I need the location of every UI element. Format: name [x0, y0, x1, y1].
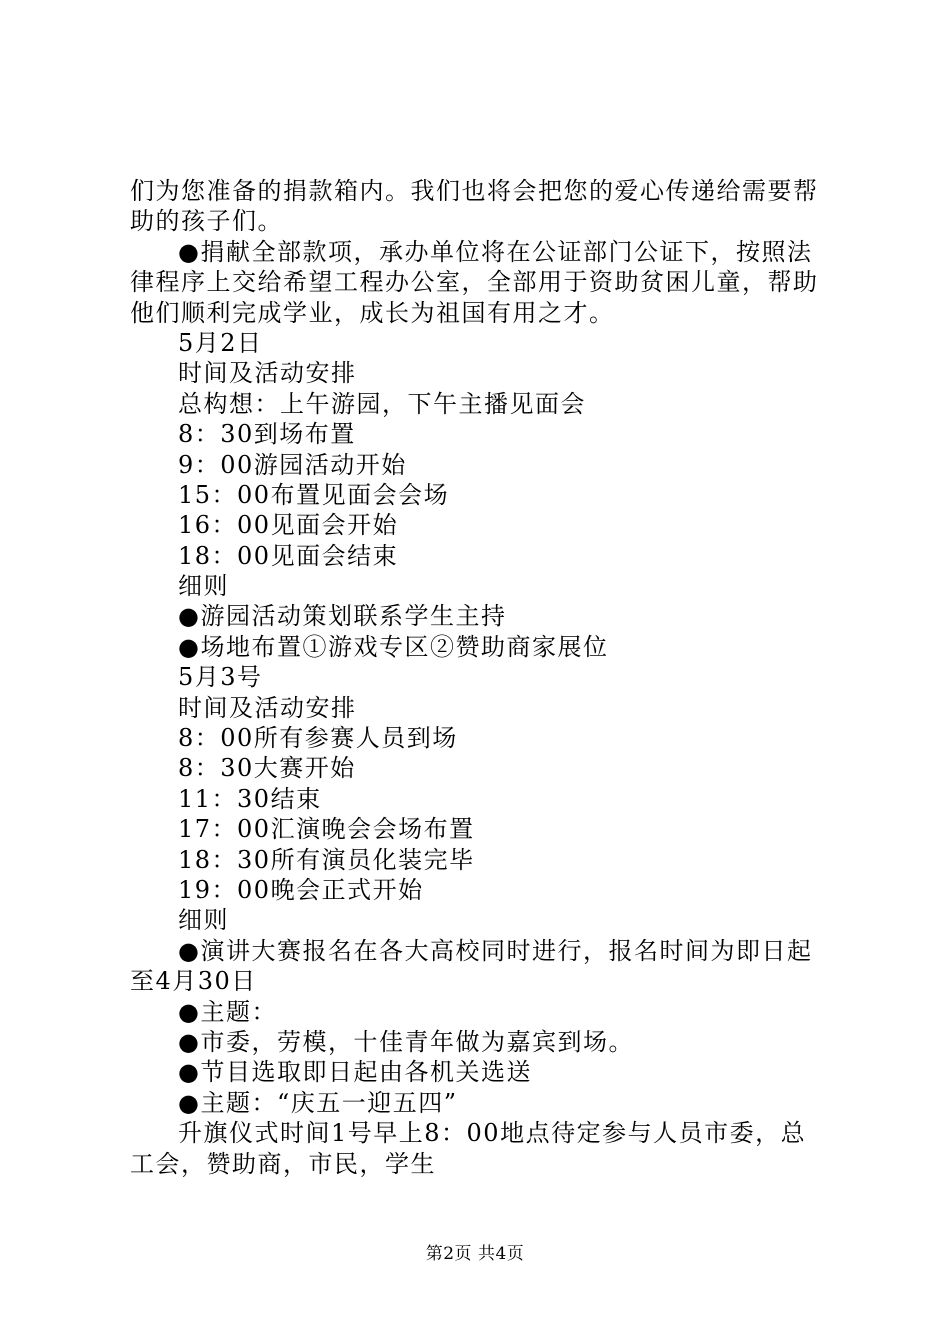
schedule-item: 17：00汇演晚会会场布置 [178, 815, 475, 844]
bullet-line: ●场地布置①游戏专区②赞助商家展位 [178, 632, 609, 661]
text-line: 他们顺利完成学业，成长为祖国有用之才。 [130, 298, 615, 327]
text-line: 至4月30日 [130, 967, 257, 996]
schedule-item: 8：00所有参赛人员到场 [178, 724, 458, 753]
date-heading: 5月2日 [178, 328, 263, 357]
bullet-line: ●市委，劳模，十佳青年做为嘉宾到场。 [178, 1027, 634, 1056]
bullet-line: ●主题：“庆五一迎五四” [178, 1088, 458, 1117]
text-line: 升旗仪式时间1号早上8：00地点待定参与人员市委，总 [178, 1119, 807, 1148]
bullet-line: ●主题： [178, 997, 277, 1026]
schedule-item: 8：30到场布置 [178, 420, 356, 449]
schedule-item: 19：00晚会正式开始 [178, 875, 424, 904]
page-number-label: 第2页 共4页 [425, 1244, 525, 1264]
schedule-item: 18：00见面会结束 [178, 541, 399, 570]
bullet-line: ●捐献全部款项，承办单位将在公证部门公证下，按照法 [178, 237, 813, 266]
text-line: 们为您准备的捐款箱内。我们也将会把您的爱心传递给需要帮 [130, 177, 819, 205]
schedule-item: 16：00见面会开始 [178, 511, 399, 540]
text-line: 律程序上交给希望工程办公室，全部用于资助贫困儿童，帮助 [130, 268, 819, 297]
schedule-item: 8：30大赛开始 [178, 754, 356, 783]
schedule-item: 18：30所有演员化装完毕 [178, 845, 475, 874]
bullet-line: ●游园活动策划联系学生主持 [178, 602, 507, 631]
schedule-item: 11：30结束 [178, 784, 322, 813]
section-heading: 细则 [178, 906, 229, 935]
text-line: 总构想：上午游园，下午主播见面会 [178, 389, 586, 418]
schedule-item: 9：00游园活动开始 [178, 450, 407, 479]
section-heading: 时间及活动安排 [178, 693, 357, 722]
date-heading: 5月3号 [178, 663, 263, 692]
document-body [130, 176, 830, 1179]
bullet-line: ●节目选取即日起由各机关选送 [178, 1058, 532, 1087]
section-heading: 细则 [178, 572, 229, 601]
schedule-item: 15：00布置见面会会场 [178, 480, 450, 509]
bullet-line: ●演讲大赛报名在各大高校同时进行，报名时间为即日起 [178, 936, 813, 965]
section-heading: 时间及活动安排 [178, 359, 357, 388]
page-footer [0, 1242, 950, 1266]
text-line: 工会，赞助商，市民，学生 [130, 1149, 436, 1178]
text-line: 助的孩子们。 [130, 207, 283, 236]
